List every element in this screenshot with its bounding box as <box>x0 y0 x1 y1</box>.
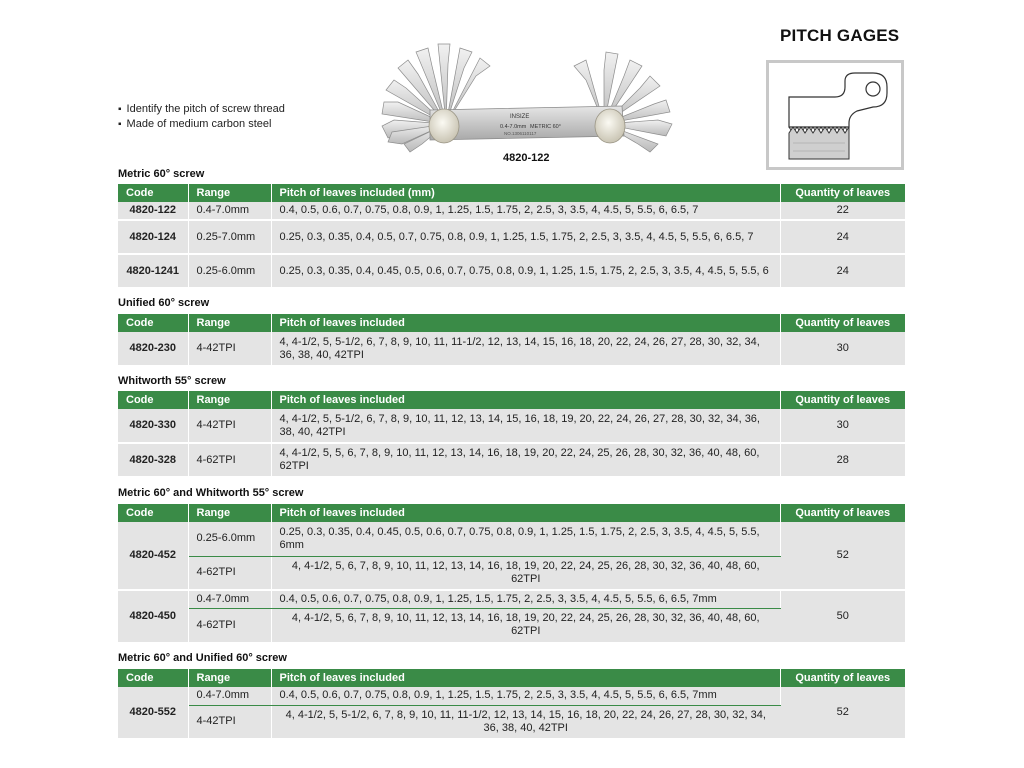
header-pitch: Pitch of leaves included <box>271 504 780 522</box>
photo-type-text: METRIC 60° <box>530 124 561 130</box>
cell-pitch: 0.25, 0.3, 0.35, 0.4, 0.45, 0.5, 0.6, 0.7, 0.75, 0.8, 0.9, 1, 1.25, 1.5, 1.75, 2, 2.5, 3, 3.5, 4, 4.5, 5, 5.5, 6mm <box>271 522 780 556</box>
section-title-metric: Metric 60° screw <box>118 168 205 180</box>
header-code: Code <box>118 391 188 409</box>
feature-item: ▪ Identify the pitch of screw thread <box>118 102 285 117</box>
table-row <box>118 687 905 705</box>
cell-code: 4820-452 <box>118 522 188 590</box>
header-pitch: Pitch of leaves included <box>271 391 780 409</box>
photo-brand-text: INSIZE <box>510 114 530 120</box>
header-code: Code <box>118 504 188 522</box>
cell-code: 4820-552 <box>118 687 188 739</box>
cell-range: 4-42TPI <box>188 332 271 366</box>
table-header-row <box>118 669 905 687</box>
section-title-whitworth: Whitworth 55° screw <box>118 375 226 387</box>
cell-code: 4820-450 <box>118 590 188 643</box>
cell-pitch: 4, 4-1/2, 5, 5, 6, 7, 8, 9, 10, 11, 12, 13, 14, 16, 18, 19, 20, 22, 24, 25, 26, 28, 30, 32, 36, 40, 48, 60, 62TPI <box>271 443 780 477</box>
table-row <box>118 522 905 556</box>
cell-code: 4820-330 <box>118 409 188 443</box>
header-pitch: Pitch of leaves included <box>271 314 780 332</box>
right-knob <box>595 109 625 143</box>
cell-range: 4-62TPI <box>188 556 271 590</box>
cell-pitch: 0.4, 0.5, 0.6, 0.7, 0.75, 0.8, 0.9, 1, 1.25, 1.5, 1.75, 2, 2.5, 3, 3.5, 4, 4.5, 5, 5.5, 6, 6.5, 7mm <box>271 590 780 609</box>
table-row <box>118 443 905 477</box>
header-code: Code <box>118 669 188 687</box>
metric-unified-table <box>118 669 905 740</box>
cell-quantity: 52 <box>780 687 905 739</box>
header-quantity: Quantity of leaves <box>780 314 905 332</box>
header-range: Range <box>188 184 271 202</box>
cell-range: 4-42TPI <box>188 705 271 739</box>
cell-range: 0.25-6.0mm <box>188 522 271 556</box>
table-header-row <box>118 184 905 202</box>
whitworth-table <box>118 391 905 478</box>
cell-code: 4820-124 <box>118 220 188 254</box>
product-code-caption: 4820-122 <box>503 152 550 164</box>
header-code: Code <box>118 314 188 332</box>
cell-range: 0.4-7.0mm <box>188 202 271 220</box>
photo-serial-text: NO.1306110117 <box>504 131 537 136</box>
table-row <box>118 332 905 366</box>
table-row <box>118 202 905 220</box>
thread-diagram <box>766 60 904 170</box>
header-range: Range <box>188 669 271 687</box>
left-knob <box>429 109 459 143</box>
section-title-metric-whitworth: Metric 60° and Whitworth 55° screw <box>118 487 304 499</box>
table-header-row <box>118 314 905 332</box>
section-title-unified: Unified 60° screw <box>118 297 210 309</box>
cell-range: 4-62TPI <box>188 443 271 477</box>
cell-quantity: 52 <box>780 522 905 590</box>
header-quantity: Quantity of leaves <box>780 391 905 409</box>
cell-pitch: 4, 4-1/2, 5, 5-1/2, 6, 7, 8, 9, 10, 11, 11-1/2, 12, 13, 14, 15, 16, 18, 20, 22, 24, 26, 27, 28, 30, 32, 34, 36, 38, 40, 42TPI <box>271 332 780 366</box>
cell-pitch: 0.25, 0.3, 0.35, 0.4, 0.45, 0.5, 0.6, 0.7, 0.75, 0.8, 0.9, 1, 1.25, 1.5, 1.75, 2, 2.5, 3, 3.5, 4, 4.5, 5, 5.5, 6 <box>271 254 780 288</box>
cell-code: 4820-230 <box>118 332 188 366</box>
cell-pitch: 4, 4-1/2, 5, 5-1/2, 6, 7, 8, 9, 10, 11, 11-1/2, 12, 13, 14, 15, 16, 18, 20, 22, 24, 26, 27, 28, 30, 32, 34, 36, 38, 40, 42TPI <box>271 705 780 739</box>
header-quantity: Quantity of leaves <box>780 669 905 687</box>
cell-pitch: 4, 4-1/2, 5, 5-1/2, 6, 7, 8, 9, 10, 11, 12, 13, 14, 15, 16, 18, 19, 20, 22, 24, 26, 27, 28, 30, 32, 34, 36, 38, 40, 42TPI <box>271 409 780 443</box>
cell-pitch: 0.25, 0.3, 0.35, 0.4, 0.5, 0.7, 0.75, 0.8, 0.9, 1, 1.25, 1.5, 1.75, 2, 2.5, 3, 3.5, 4, 4.5, 5, 5.5, 6, 6.5, 7 <box>271 220 780 254</box>
metric-table <box>118 184 905 289</box>
feature-list <box>118 102 285 132</box>
table-row <box>118 409 905 443</box>
cell-quantity: 24 <box>780 254 905 288</box>
header-range: Range <box>188 314 271 332</box>
cell-range: 0.4-7.0mm <box>188 590 271 609</box>
metric-whitworth-table <box>118 504 905 644</box>
header-range: Range <box>188 391 271 409</box>
header-pitch: Pitch of leaves included <box>271 669 780 687</box>
table-row <box>118 220 905 254</box>
cell-range: 4-42TPI <box>188 409 271 443</box>
page-title: PITCH GAGES <box>780 26 900 45</box>
cell-quantity: 28 <box>780 443 905 477</box>
table-header-row <box>118 504 905 522</box>
header-quantity: Quantity of leaves <box>780 184 905 202</box>
cell-code: 4820-1241 <box>118 254 188 288</box>
cell-range: 0.25-6.0mm <box>188 254 271 288</box>
cell-range: 0.25-7.0mm <box>188 220 271 254</box>
table-header-row <box>118 391 905 409</box>
cell-quantity: 30 <box>780 332 905 366</box>
cell-code: 4820-122 <box>118 202 188 220</box>
cell-pitch: 4, 4-1/2, 5, 6, 7, 8, 9, 10, 11, 12, 13, 14, 16, 18, 19, 20, 22, 24, 25, 26, 28, 30, 32, 36, 40, 48, 60, 62TPI <box>271 609 780 643</box>
cell-code: 4820-328 <box>118 443 188 477</box>
header-quantity: Quantity of leaves <box>780 504 905 522</box>
cell-pitch: 0.4, 0.5, 0.6, 0.7, 0.75, 0.8, 0.9, 1, 1.25, 1.5, 1.75, 2, 2.5, 3, 3.5, 4, 4.5, 5, 5.5, 6, 6.5, 7 <box>271 202 780 220</box>
cell-pitch: 0.4, 0.5, 0.6, 0.7, 0.75, 0.8, 0.9, 1, 1.25, 1.5, 1.75, 2, 2.5, 3, 3.5, 4, 4.5, 5, 5.5, 6, 6.5, 7mm <box>271 687 780 705</box>
cell-pitch: 4, 4-1/2, 5, 6, 7, 8, 9, 10, 11, 12, 13, 14, 16, 18, 19, 20, 22, 24, 25, 26, 28, 30, 32, 36, 40, 48, 60, 62TPI <box>271 556 780 590</box>
header-code: Code <box>118 184 188 202</box>
cell-quantity: 24 <box>780 220 905 254</box>
table-row <box>118 590 905 609</box>
table-row <box>118 254 905 288</box>
feature-item: ▪ Made of medium carbon steel <box>118 117 285 132</box>
cell-quantity: 50 <box>780 590 905 643</box>
photo-range-text: 0.4-7.0mm <box>500 124 527 130</box>
cell-range: 4-62TPI <box>188 609 271 643</box>
section-title-metric-unified: Metric 60° and Unified 60° screw <box>118 652 287 664</box>
header-pitch: Pitch of leaves included (mm) <box>271 184 780 202</box>
cell-quantity: 30 <box>780 409 905 443</box>
pitch-gauge-photo <box>372 40 688 154</box>
header-range: Range <box>188 504 271 522</box>
unified-table <box>118 314 905 367</box>
cell-range: 0.4-7.0mm <box>188 687 271 705</box>
cell-quantity: 22 <box>780 202 905 220</box>
